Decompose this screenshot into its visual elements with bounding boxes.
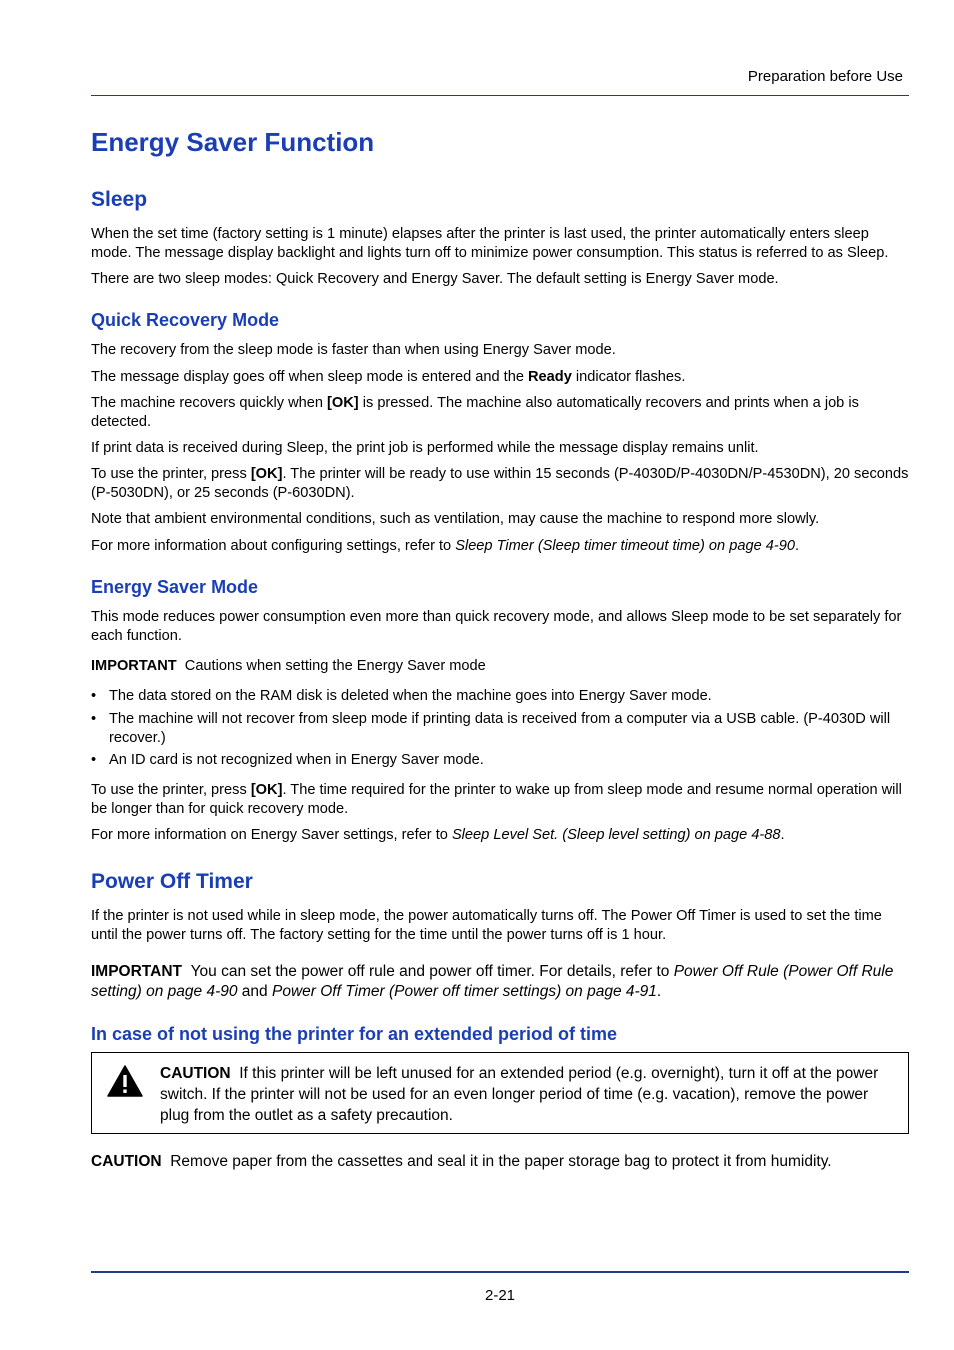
- qr-paragraph-4: If print data is received during Sleep, the print job is performed while the message display remains unlit.: [91, 440, 759, 456]
- qr-paragraph-6: Note that ambient environmental conditions, such as ventilation, may cause the machine to respond more slowly.: [91, 511, 820, 527]
- sleep-heading: Sleep: [91, 188, 148, 211]
- es-paragraph-3: For more information on Energy Saver settings, refer to Sleep Level Set. (Sleep level setting) on page 4-88.: [91, 827, 785, 843]
- extended-heading: In case of not using the printer for an extended period of time: [91, 1024, 618, 1044]
- qr-paragraph-7: For more information about configuring settings, refer to Sleep Timer (Sleep timer timeout time) on page 4-90.: [91, 538, 800, 554]
- quick-recovery-heading: Quick Recovery Mode: [91, 310, 280, 330]
- qr-paragraph-3: The machine recovers quickly when [OK] is pressed. The machine also automatically recovers and prints when a job is detected.: [91, 395, 859, 430]
- warning-icon: [107, 1065, 143, 1097]
- po-paragraph-1: If the printer is not used while in sleep mode, the power automatically turns off. The Power Off Timer is used to set the time until the power turns off. The factory setting for the time until the power turns off is 1 hour.: [91, 908, 882, 943]
- es-paragraph-2: To use the printer, press [OK]. The time required for the printer to wake up from sleep mode and resume normal operation will be longer than for quick recovery mode.: [91, 782, 902, 817]
- es-paragraph-1: This mode reduces power consumption even more than quick recovery mode, and allows Sleep mode to be set separately for each function.: [91, 609, 902, 644]
- header-rule: [91, 95, 909, 96]
- es-important: IMPORTANT Cautions when setting the Energy Saver mode: [91, 658, 486, 674]
- caution-text: CAUTION If this printer will be left unused for an extended period (e.g. overnight), turn it off at the power switch. If the printer will not be used for an even longer period of time (e.g. vacation), remove the power plug from the outlet as a safety precaution.: [160, 1065, 879, 1124]
- sleep-paragraph-2: There are two sleep modes: Quick Recovery and Energy Saver. The default setting is Energy Saver mode.: [91, 271, 779, 287]
- page-title: Energy Saver Function: [91, 127, 375, 157]
- es-bullet-2: • The machine will not recover from sleep mode if printing data is received from a computer via a USB cable. (P-4030D will recover.): [91, 711, 891, 746]
- page-number: 2-21: [484, 1287, 516, 1304]
- qr-paragraph-5: To use the printer, press [OK]. The printer will be ready to use within 15 seconds (P-4030D/P-4030DN/P-4530DN), 20 seconds (P-5030DN), or 25 seconds (P-6030DN).: [91, 466, 909, 501]
- footer-rule: [91, 1271, 909, 1273]
- qr-paragraph-1: The recovery from the sleep mode is faster than when using Energy Saver mode.: [91, 342, 616, 358]
- power-off-heading: Power Off Timer: [91, 870, 253, 893]
- running-header: Preparation before Use: [747, 68, 903, 85]
- es-bullet-3: • An ID card is not recognized when in Energy Saver mode.: [91, 752, 484, 768]
- caution-paragraph: CAUTION Remove paper from the cassettes and seal it in the paper storage bag to protect it from humidity.: [91, 1153, 832, 1170]
- qr-paragraph-2: The message display goes off when sleep mode is entered and the Ready indicator flashes.: [91, 369, 686, 385]
- caution-box: [91, 1052, 909, 1134]
- sleep-paragraph-1: When the set time (factory setting is 1 minute) elapses after the printer is last used, the printer automatically enters sleep mode. The message display backlight and lights turn off to minimize power consumption. This status is referred to as Sleep.: [91, 226, 889, 261]
- po-important: IMPORTANT You can set the power off rule and power off timer. For details, refer to Power Off Rule (Power Off Rule setting) on page 4-90 and Power Off Timer (Power off timer settings) on page 4-91.: [91, 963, 894, 1000]
- energy-saver-heading: Energy Saver Mode: [91, 577, 259, 597]
- es-bullet-1: • The data stored on the RAM disk is deleted when the machine goes into Energy Saver mode.: [91, 688, 712, 704]
